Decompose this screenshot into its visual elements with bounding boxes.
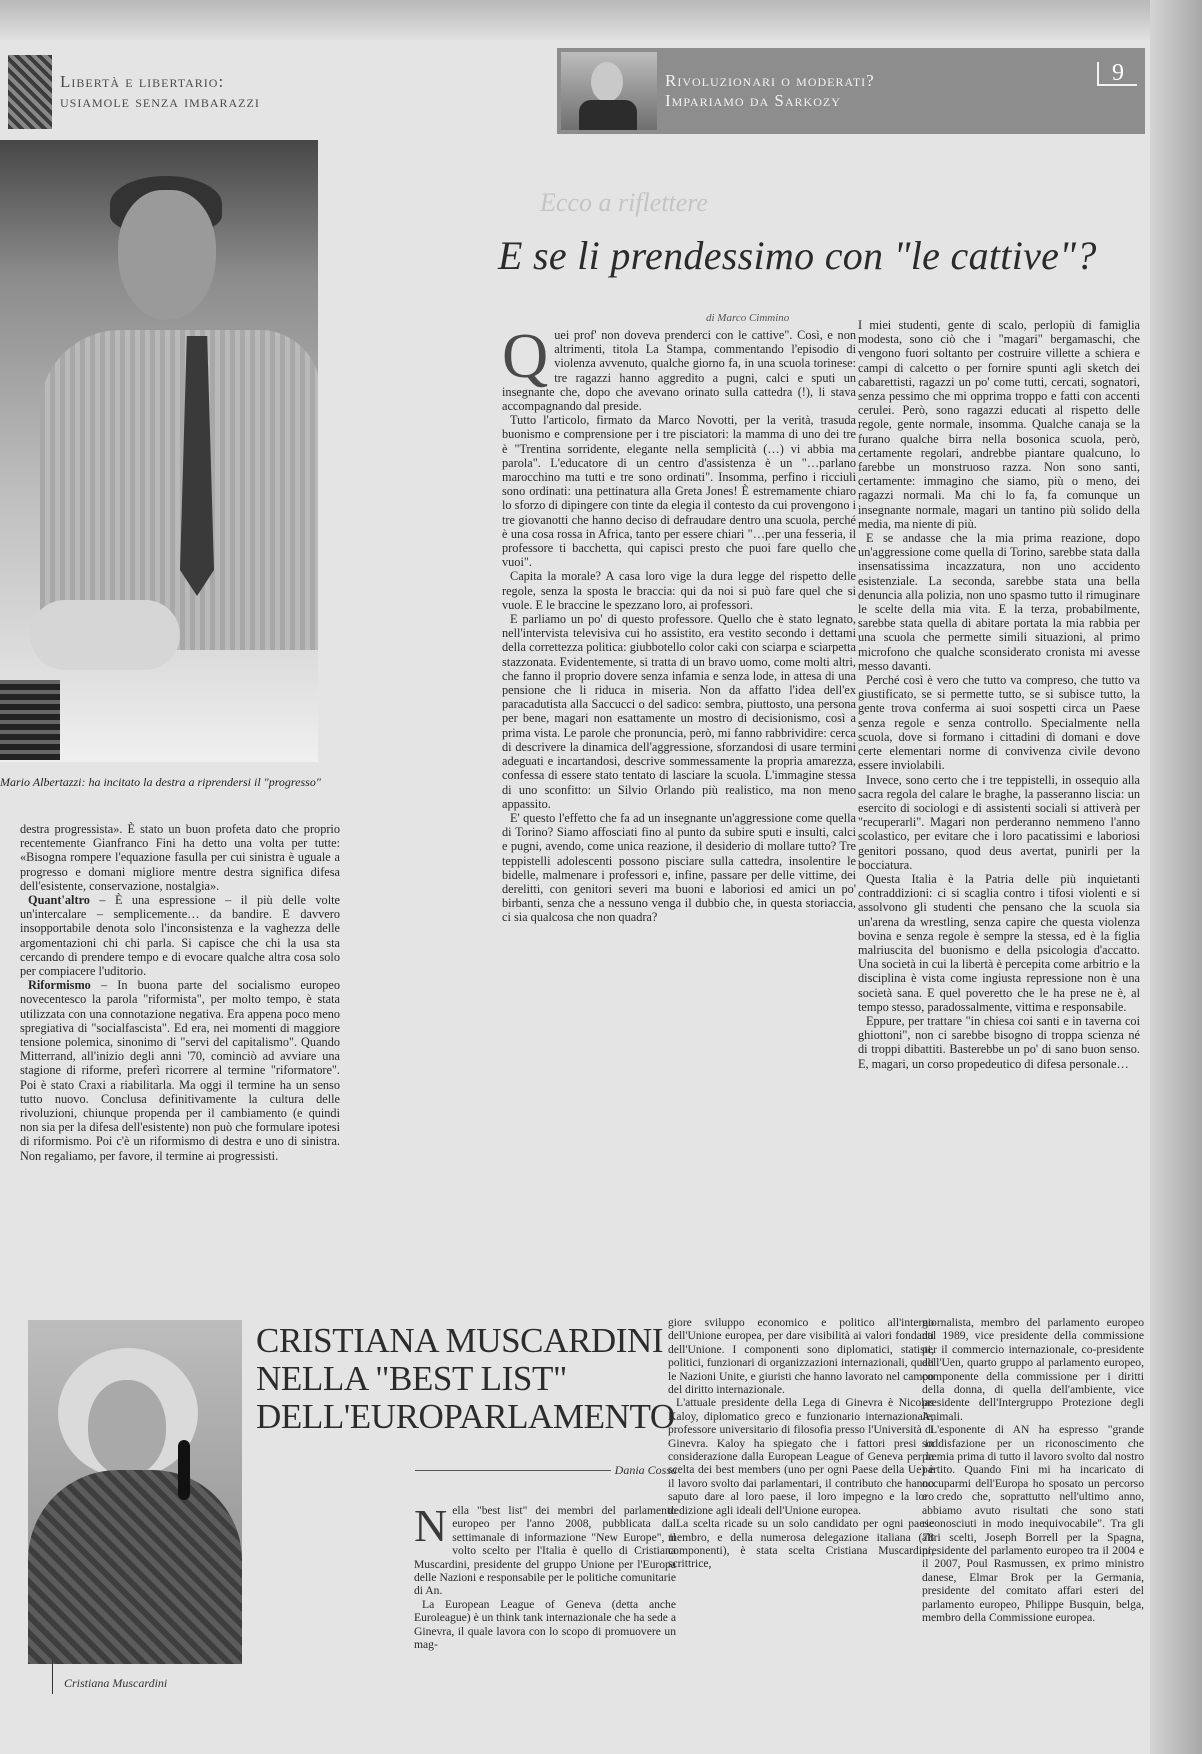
title-line: DELL'EUROPARLAMENTO [256,1397,675,1436]
header-left-line1: Libertà e libertario: [60,72,225,91]
term-text: – In buona parte del socialismo europeo novecentesco la parola "riformista", per molto tempo, è stata utilizzata con una connotazione negativa. Era appena poco meno spregiativa di "socialfascista". Ed era, nei momenti di maggiore tensione polemica, sinonimo di "servi del capitalismo". Quando Mitterrand, all'inizio degli anni '70, cominciò ad avviare una stagione di riforme, preferì ricorrere al termine "riformatore". Poi è stato Craxi a riabilitarla. Ma oggi il termine ha un senso tutto nuovo. Conclusa definitivamente la cultura delle rivoluzioni, chiunque propenda per il cambiamento (e quindi non sia per la difesa dell'esistente) non può che formulare ipotesi di riformismo. Poi c'è un riformismo di destra e uno di sinistra. Non regaliamo, per favore, il termine ai progressisti. [20,978,340,1163]
term-heading: Riformismo [28,978,91,993]
paragraph: E' questo l'effetto che fa ad un insegnante un'aggressione come quella di Torino? Siamo affosciati fino al punto da subire sputi e insulti, calci e pugni, avendo, come unica reazione, il desiderio di mollare tutto? Tre teppistelli adolescenti possono pisciare sulla cattedra, insolentire le bidelle, malmenare i professori e, infine, passare per delle vittime, dei derelitti, con genitori severi ma buoni e laboriosi ed amici un po' birbanti, senza che a nessuno venga il dubbio che, in questa storiaccia, ci sia qualcosa che non quadra? [502,810,856,925]
header-right-teaser[interactable] [557,48,1145,134]
paragraph-text: uei prof' non doveva prenderci con le cattive". Così, e non altrimenti, titola La Stampa, commentando l'episodio di violenza avvenuto, qualche giorno fa, in una scuola torinese: tre ragazzi hanno aggredito a pugni, calci e sputi un insegnante che, dopo che avevano orinato sulla cattedra (!), li stava accompagnando dal preside. [502,328,856,414]
article-byline: di Marco Cimmino [706,312,790,324]
paragraph: Perché così è vero che tutto va compreso, che tutto va giustificato, se si permette tutto, se si subisce tutto, la gente trova conferma ai suoi sospetti circa un Paese senza regole e senza controllo. Specialmente nella scuola, dove si formano i cittadini di domani e dove certe elementari norme di convivenza civile devono essere inviolabili. [858,673,1140,773]
paragraph: L'esponente di AN ha espresso "grande soddisfazione per un riconoscimento che premia prima di tutto il lavoro svolto dal nostro partito. Quando Fini mi ha incaricato di occuparmi dell'Europa ho sposato un percorso e credo che, soprattutto nell'ultimo anno, abbiamo avuto risultati che sono stati riconosciuti in modo inequivocabile". Tra gli altri scelti, Joseph Borrell per la Spagna, presidente del parlamento europeo tra il 2004 e il 2007, Poul Rasmussen, ex primo ministro danese, Elmar Brok per la Germania, presidente del comitato affari esteri del parlamento europeo, Philippe Busquin, belga, membro della Commissione europea. [922,1423,1144,1624]
photo2-caption: Cristiana Muscardini [64,1676,168,1690]
paragraph: E se andasse che la mia prima reazione, dopo un'aggressione come quella di Torino, sarebbe stata dalla insensatissima incazzatura, non uno accidento esistenziale. La seconda, sarebbe stata una bella denuncia alla polizia, non uno spasmo tutto il rimuginare le scelte della mia vita. E la terza, probabilmente, sarebbe stata quella di abitare portata la mia rabbia per una scuola che permette simili situazioni, al primo microfono che qualche sconsiderato cronista mi avesse messo davanti. [858,531,1140,673]
teaser-thumbnail-image [8,55,52,129]
title-line: NELLA "BEST LIST" [256,1359,567,1398]
left-column-text [20,822,340,1163]
article-kicker: Ecco a riflettere [540,188,708,217]
paragraph: giornalista, membro del parlamento europeo dal 1989, vice presidente della commissione per il commercio internazionale, co-presidente dell'Uen, quarto gruppo al parlamento europeo, componente della commissione per i diritti della donna, di quella dell'ambiente, vice presidente dell'Intergruppo Protezione degli Animali. [922,1316,1144,1423]
article2-byline [415,1463,677,1486]
page-top-shadow [0,0,1202,40]
paragraph [502,320,856,414]
article-column-1 [502,320,856,925]
paragraph: I miei studenti, gente di scalo, perlopiù di famiglia modesta, sono ciò che i "magari" bergamaschi, che vengono fuori soltanto per costruire villette a schiera e campi di calcetto o per fornire spunti agli sketch dei cabarettisti, ragazzi un po' come tutti, cercati, sognatori, senza pessimo che mi opprima troppo e fatti con accenti cerulei. Però, sono ragazzi educati al rispetto delle regole, gente normale, insomma. Qualche canaja se la furano qualche birra nella bosonica scuola, però, certamente regolari, andrebbe piantare qualcuno, lo farebbe un monstruoso razza. Non sono santi, certamente: immagino che siamo, più o meno, dei ragazzi normali. Ma chi lo fa, fa comunque un insegnante normale, magari un tantino più solido della media, ma niente di più. [858,318,1140,531]
paragraph: giore sviluppo economico e politico all'interno dell'Unione europea, per dare visibilità ai valori fondanti dell'Unione. I componenti sono diplomatici, statisti, politici, funzionari di organizzazioni internazionali, quali le Nazioni Unite, e giuristi che hanno lavorato nel campo del diritto internazionale. [668,1316,934,1397]
paragraph [414,1500,676,1598]
paragraph-text: ella "best list" dei membri del parlamento europeo per l'anno 2008, pubblicata dal settimanale di informazione "New Europe", il volto scelto per l'Italia è quello di Cristiana Muscardini, presidente del gruppo Unione per l'Europa delle Nazioni e responsabile per le politiche comunitarie di An. [414,1504,676,1598]
paragraph: L'attuale presidente della Lega di Ginevra è Nicolas Kaloy, diplomatico greco e funzionario internazionale, professore universitario di filosofia presso l'Università di Ginevra. Kaloy ha spiegato che i fattori presi in considerazione dalla European League of Geneva per la scelta dei best members (uno per ogni Paese della Ue) è il lavoro svolto dai parlamentari, il contributo che hanno saputo dare al loro paese, il loro impegno e la loro dedizione agli ideali dell'Unione europea. [668,1396,934,1517]
header-right-text [665,71,875,111]
paragraph: La scelta ricade su un solo candidato per ogni paese membro, e della numerosa delegazione italiana (78 componenti), è stata scelta Cristiana Muscardini, scrittrice, [668,1517,934,1571]
paragraph [20,893,340,978]
paragraph: E parliamo un po' di questo professore. Quello che è stato legnato, nell'intervista televisiva cui ho assistito, era vestito secondo i dettami della correttezza politica: giubbotello color caki con sciarpa e sciarpetta stazzonata. Evidentemente, si tratta di un bravo uomo, come molti altri, che fanno il proprio dovere senza infamia e senza lode, in attesa di una pensione che li riduca in miseria. Non da affatto l'idea dell'ex paracadutista alla Saccucci o del sadico: sembra, piuttosto, una persona per bene, magari non esattamente un mostro di decisionismo, così a prima vista. Le parole che pronuncia, però, mi fanno rabbrividire: cerca di descrivere la dinamica dell'aggressione, sforzandosi di usare termini adeguati e incartandosi, descrive sommessamente la propria amarezza, confessa di essere stato tentato di lasciare la scuola. L'immagine stessa di uno sconfitto: un Silvio Orlando più realistico, ma non meno appassito. [502,612,856,811]
byline-text: Dania Cossa [611,1463,677,1477]
article2-title [256,1322,675,1436]
paragraph: La European League of Geneva (detta anche Euroleague) è un think tank internazionale che ha sede a Ginevra, il quale lavora con lo scopo di promuovere un mag- [414,1597,676,1652]
article-title: E se li prendessimo con "le cattive"? [498,233,1097,278]
caption-rule [52,1660,53,1694]
article2-column-2 [668,1316,934,1571]
paragraph: Questa Italia è la Patria delle più inquietanti contraddizioni: ci si scaglia contro i tifosi violenti e si assolvono gli studenti che pensano che la scuola sia un'arena da wrestling, senza capire che questa violenza bovina e senza regole è sempre la stessa, ed è la figlia malriuscita del buonismo e della psicologia d'accatto. Una società in cui la libertà è percepita come arbitrio e la disciplina è vista come ingiusta repressione non è una società sana. E quel poveretto che le ha prese ne è, al tempo stesso, paradossalmente, vittima e responsabile. [858,871,1140,1014]
drop-cap: Q [502,320,549,391]
term-heading: Quant'altro [28,893,90,908]
paragraph: destra progressista». È stato un buon profeta dato che proprio recentemente Gianfranco Fini ha detto una volta per tutte: «Bisogna rompere l'equazione fasulla per cui sinistra è uguale a progresso e domani migliore mentre destra significa difesa dell'esistente, conservazione, nostalgia». [20,822,340,893]
header-right-line2: Impariamo da Sarkozy [665,91,841,110]
paragraph: Tutto l'articolo, firmato da Marco Novotti, per la verità, trasuda buonismo e comprensione per i tre pisciatori: la mamma di uno dei tre è "Trentina sorridente, elegante nella semplicità (…) vi abbia ma parola". L'educatore di un centro d'assistenza è un "…parlano marocchino ma tutti e tre sono ordinati". Insomma, perfino i ricciuli sono ordinati: una pettinatura alla Greta Jones! È estremamente chiaro lo sforzo di dipingere con tinte da elegia il contesto da cui provengono i tre giovanotti che hanno deciso di defraudare dentro una scuola, perché è una cosa rossa in Africa, tanto per essere chiari "…per una fesseria, il professore ti bacchetta, qui capisci presto che puoi fare quello che vuoi". [502,413,856,570]
header-right-line1: Rivoluzionari o moderati? [665,71,875,90]
muscardini-photo [28,1320,242,1664]
paragraph: Capita la morale? A casa loro vige la dura legge del rispetto delle regole, senza la sposta le braccia: qui da noi si può fare quel che si vuole. E le braccine le spezzano loro, ai professori. [502,569,856,612]
photo-caption: Mario Albertazzi: ha incitato la destra a riprendersi il "progresso" [0,775,321,789]
sarkozy-thumbnail-image [561,52,657,130]
page-number: 9 [1097,62,1137,86]
paragraph: Invece, sono certo che i tre teppistelli, in ossequio alla sacra regola del calare le braghe, la passeranno liscia: un esercito di sociologi e di assistenti sociali si attiverà per "recuperarli". Magari non perderanno nemmeno l'anno scolastico, per evitare che i loro pacatissimi e laboriosi genitori possano, quod deus avertat, punirli per la bocciatura. [858,772,1140,872]
header-left-line2: usiamole senza imbarazzi [60,92,260,111]
header-left-text [60,72,260,112]
header-left-teaser[interactable] [8,48,368,136]
article2-column-3 [922,1316,1144,1624]
article-column-2 [858,318,1140,1071]
page-edge-shadow [1150,0,1202,1754]
man-at-keyboard-photo [0,140,318,762]
term-text: – È una espressione – il più delle volte un'intercalare – semplicemente… da bandire. E davvero insopportabile denota solo l'inconsistenza e la vaghezza delle argomentazioni chi chi parla. Si capisce che chi la usa sta cercando di prendere tempo e di evocare qualche altra cosa solo per compiacere l'uditorio. [20,893,340,979]
title-line: CRISTIANA MUSCARDINI [256,1321,664,1360]
paragraph: Eppure, per trattare "in chiesa coi santi e in taverna coi ghiottoni", non ci sarebbe bisogno di troppa scienza né di troppi dibattiti. Basterebbe un po' di sano buon senso. E, magari, un corso propedeutico di difesa personale… [858,1013,1140,1071]
drop-cap: N [414,1500,448,1551]
paragraph [20,978,340,1163]
article2-column-1 [414,1500,676,1652]
